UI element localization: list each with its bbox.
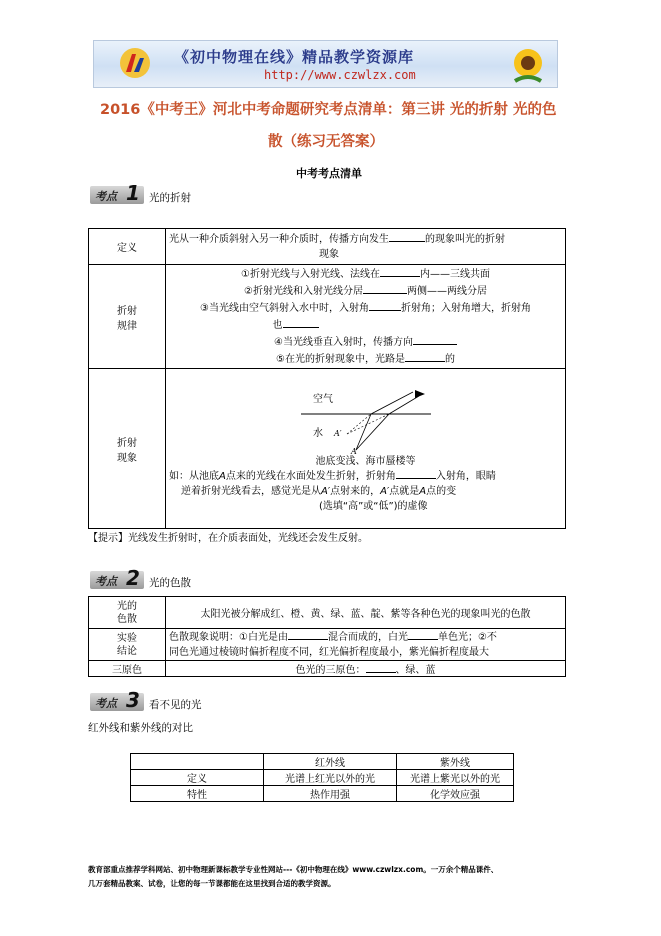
table-cell: 化学效应强	[397, 786, 514, 802]
text: ④当光线垂直入射时，传播方向	[274, 336, 413, 348]
text: 结论	[117, 645, 137, 657]
point-a: A	[350, 446, 357, 454]
badge-label: 考点	[95, 190, 117, 203]
air-label: 空气	[312, 393, 333, 405]
table-cell	[89, 597, 166, 629]
table-cell: 光谱上红光以外的光	[264, 770, 397, 786]
footer-line-1: 教育部重点推荐学科网站、初中物理新课标教学专业性网站---《初中物理在线》www.czwlzx.com。一万余个精品课件、	[88, 865, 499, 874]
text: 的	[444, 353, 455, 365]
text: (选填“高”或“低”)的虚像	[319, 500, 428, 512]
table-header-row	[131, 754, 514, 770]
table-row	[89, 265, 566, 369]
table-row	[89, 369, 566, 529]
text: 色光的三原色：	[295, 665, 366, 676]
section-badge-3	[90, 688, 144, 712]
badge-number: 3	[126, 688, 140, 712]
eye-icon	[415, 390, 425, 398]
document-title-line1: 2016《中考王》河北中考命题研究考点清单：第三讲 光的折射 光的色	[100, 102, 557, 118]
section-badge-1	[90, 181, 144, 205]
text: 光的	[117, 600, 137, 612]
text: ⑤在光的折射现象中，光路是	[276, 353, 405, 365]
infrared-ultraviolet-table	[130, 753, 514, 802]
text: 逆着折射光线看去，感觉光是从	[181, 485, 321, 497]
text: ②折射光线和入射光线分居	[244, 285, 363, 297]
table-row	[131, 770, 514, 786]
table-row	[89, 229, 566, 265]
table-cell	[89, 265, 166, 369]
table-cell: 三原色	[89, 661, 166, 677]
table-row	[89, 597, 566, 629]
refraction-diagram	[301, 384, 431, 454]
table-header-cell	[131, 754, 264, 770]
table-cell	[89, 629, 166, 661]
table-cell: 定义	[131, 770, 264, 786]
table-cell	[166, 629, 566, 661]
blank	[413, 344, 457, 345]
footer-line-2: 几万套精品教案、试卷，让您的每一节课都能在这里找到合适的教学资源。	[88, 879, 336, 888]
blank	[408, 639, 438, 640]
blank	[405, 361, 445, 362]
text: 点的变	[426, 485, 457, 497]
section-title-1: 光的折射	[149, 192, 191, 204]
site-banner	[93, 40, 558, 88]
badge-label: 考点	[95, 697, 117, 710]
table-cell	[166, 265, 566, 369]
text: 色散	[117, 613, 137, 625]
text: 折射角；入射角增大，折射角	[400, 302, 531, 314]
text: 内——三线共面	[419, 268, 490, 280]
table-cell: 定义	[89, 229, 166, 265]
blank	[396, 478, 436, 479]
text: 折射	[117, 437, 137, 449]
blank	[288, 639, 328, 640]
compare-intro: 红外线和紫外线的对比	[88, 722, 193, 734]
text: 点就是	[389, 485, 420, 497]
text: 实验	[117, 632, 137, 644]
text: 、绿、蓝	[395, 665, 436, 676]
text: ①折射光线与入射光线、法线在	[241, 268, 380, 280]
table-header-cell: 红外线	[264, 754, 397, 770]
section-title-2: 光的色散	[149, 577, 191, 589]
table-cell	[89, 369, 166, 529]
text: 单色光；②不	[437, 631, 497, 643]
table-header-cell: 紫外线	[397, 754, 514, 770]
blank	[366, 672, 396, 673]
table-row	[89, 661, 566, 677]
text: 光从一种介质斜射入另一种介质时，传播方向发生	[169, 233, 389, 245]
text: 混合而成的，白光	[327, 631, 408, 643]
refraction-table	[88, 228, 566, 529]
text: 两侧——两线分居	[406, 285, 487, 297]
section-subtitle: 中考考点清单	[296, 167, 362, 180]
text: 色散现象说明：①白光是由	[169, 631, 288, 643]
text: 入射角，眼睛	[435, 470, 496, 482]
diagram-caption: 池底变浅、海市蜃楼等	[315, 455, 416, 467]
badge-number: 2	[126, 566, 140, 590]
text: 规律	[117, 320, 137, 332]
badge-number: 1	[126, 181, 140, 205]
blank	[283, 327, 319, 328]
table-cell	[166, 229, 566, 265]
text: 现象	[117, 452, 137, 464]
text: A′	[321, 485, 331, 497]
text: ③当光线由空气斜射入水中时，入射角	[200, 302, 369, 314]
table-row	[131, 786, 514, 802]
dispersion-table	[88, 596, 566, 677]
table-cell: 太阳光被分解成红、橙、黄、绿、蓝、靛、紫等各种色光的现象叫光的色散	[166, 597, 566, 629]
point-a-prime: A′	[333, 428, 342, 438]
blank	[369, 310, 401, 311]
text: 点来的光线在水面处发生折射，折射角	[225, 470, 396, 482]
site-logo-icon	[118, 46, 152, 80]
table-cell: 特性	[131, 786, 264, 802]
document-title-line2: 散（练习无答案）	[268, 134, 384, 150]
section-title-3: 看不见的光	[149, 699, 202, 711]
text: A′	[380, 485, 390, 497]
text: 点射来的，	[330, 485, 381, 497]
tip-text: 【提示】光线发生折射时，在介质表面处，光线还会发生反射。	[88, 533, 368, 544]
text: 折射	[117, 305, 137, 317]
banner-title: 《初中物理在线》精品教学资源库	[174, 48, 415, 66]
blank	[363, 293, 407, 294]
table-cell: 热作用强	[264, 786, 397, 802]
text: 也	[272, 319, 283, 331]
text: 如：从池底	[169, 470, 219, 482]
section-badge-2	[90, 566, 144, 590]
sunflower-icon	[505, 43, 551, 85]
blank	[380, 276, 420, 277]
table-cell	[166, 661, 566, 677]
table-cell	[166, 369, 566, 529]
text: A	[219, 470, 226, 482]
water-label: 水	[312, 427, 323, 439]
blank	[389, 241, 425, 242]
text: 同色光通过棱镜时偏折程度不同，红光偏折程度最小，紫光偏折程度最大	[169, 646, 489, 658]
example-text	[169, 469, 562, 514]
banner-url: http://www.czwlzx.com	[264, 68, 416, 82]
table-cell: 光谱上紫光以外的光	[397, 770, 514, 786]
badge-label: 考点	[95, 575, 117, 588]
text: A	[419, 485, 427, 497]
text: 现象	[319, 248, 339, 260]
table-row	[89, 629, 566, 661]
text: 的现象叫光的折射	[425, 233, 505, 245]
